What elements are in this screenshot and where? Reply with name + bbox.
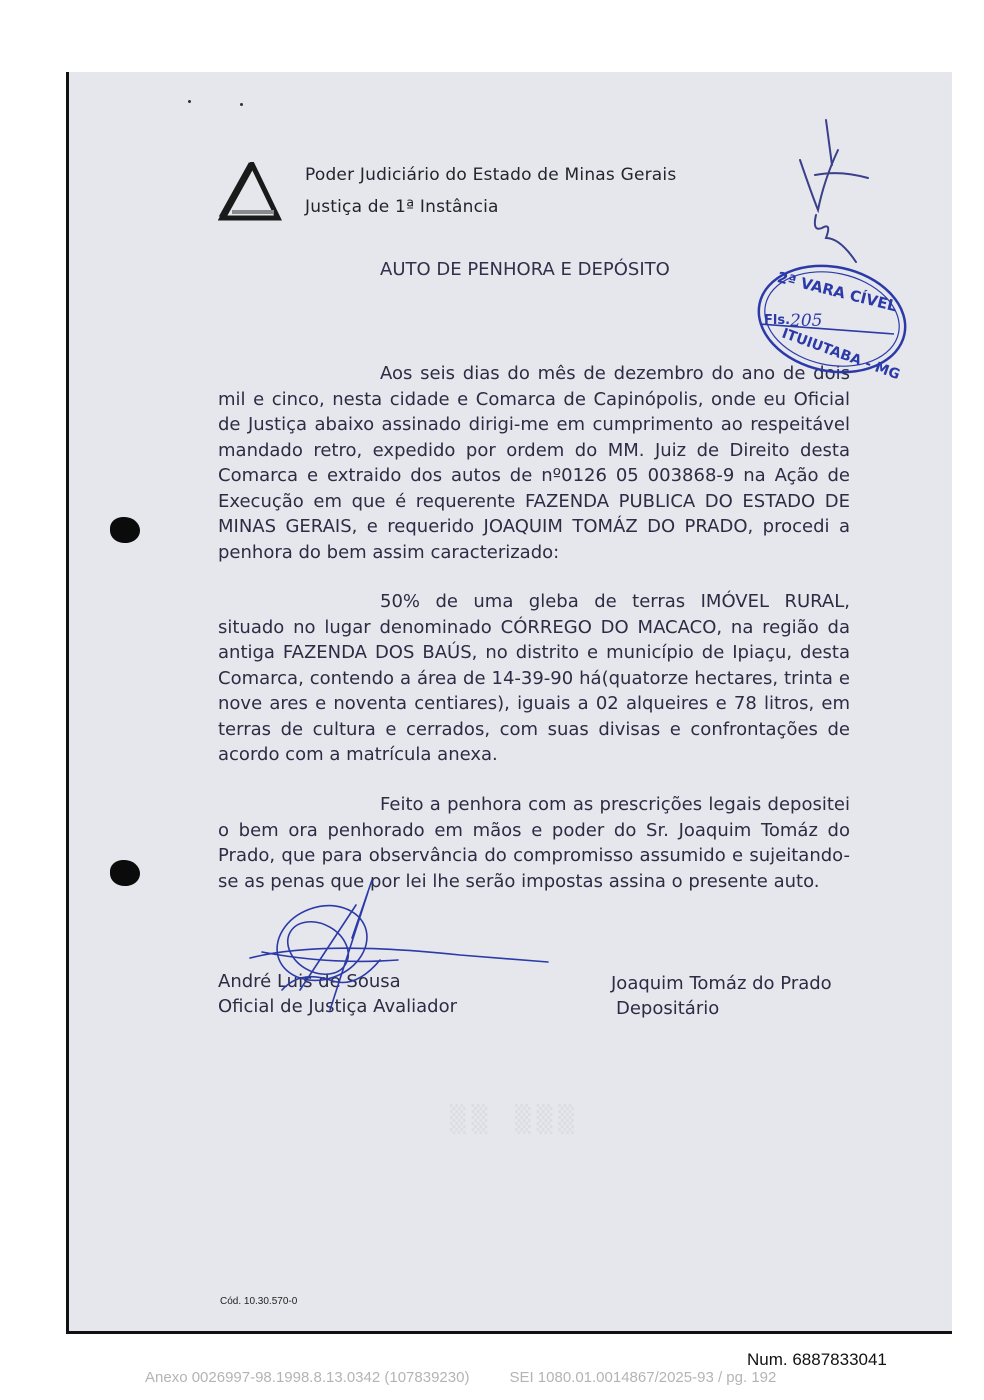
- header-instance: Justiça de 1ª Instância: [305, 197, 499, 217]
- punch-hole-top: [110, 517, 140, 543]
- footer-sei: SEI 1080.01.0014867/2025-93 / pg. 192: [509, 1369, 777, 1386]
- signature-block-depositary: [611, 971, 832, 1021]
- scan-speck: [240, 103, 243, 106]
- officer-role: Oficial de Justiça Avaliador: [218, 996, 457, 1017]
- paragraph-deposit: Feito a penhora com as prescrições legais depositei o bem ora penhorado em mãos e poder do Sr. Joaquim Tomáz do Prado, que para observância do compromisso assumido e sujeitando-se as penas que por lei lhe serão impostas assina o presente auto.: [218, 794, 850, 892]
- officer-name: André Luis de Sousa: [218, 971, 401, 992]
- document-number: Num. 6887833041: [747, 1350, 887, 1369]
- paragraph-opening: Aos seis dias do mês de dezembro do ano de dois mil e cinco, nesta cidade e Comarca de Capinópolis, onde eu Oficial de Justiça abaixo assinado dirigi-me em cumprimento ao respeitável mandado retro, expedido por ordem do MM. Juiz de Direito desta Comarca e extraido dos autos de nº0126 05 003868-9 na Ação de Execução em que é requerente FAZENDA PUBLICA DO ESTADO DE MINAS GERAIS, e requerido JOAQUIM TOMÁZ DO PRADO, procedi a penhora do bem assim caracterizado:: [218, 363, 850, 563]
- stamp-fls-value: 205: [790, 311, 823, 331]
- document-title: AUTO DE PENHORA E DEPÓSITO: [380, 259, 670, 280]
- depositary-role: Depositário: [616, 998, 720, 1019]
- bleed-through-mark: ▒▒ ▒▒▒: [450, 1105, 580, 1135]
- footer-annex: Anexo 0026997-98.1998.8.13.0342 (107839230): [145, 1369, 470, 1386]
- depositary-name: Joaquim Tomáz do Prado: [611, 973, 832, 994]
- signature-block-officer: [218, 969, 457, 1019]
- stamp-bottom-text: ITUIUTABA - MG: [779, 325, 903, 384]
- punch-hole-bottom: [110, 860, 140, 886]
- paragraph-property: 50% de uma gleba de terras IMÓVEL RURAL, situado no lugar denominado CÓRREGO DO MACACO, na região da antiga FAZENDA DOS BAÚS, no distrito e município de Ipiaçu, desta Comarca, contendo a área de 14-39-90 há(quatorze hectares, trinta e nove ares e noventa centiares), iguais a 02 alqueires e 78 litros, em terras de cultura e cerrados, com suas divisas e confrontações de acordo com a matrícula anexa.: [218, 591, 850, 765]
- stamp-fls-label: Fls.: [764, 313, 791, 328]
- form-code: Cód. 10.30.570-0: [220, 1296, 298, 1307]
- scan-speck: [188, 100, 191, 103]
- header-court-name: Poder Judiciário do Estado de Minas Gerais: [305, 165, 677, 185]
- stamp-top-text: 2ª VARA CÍVEL: [775, 268, 899, 316]
- judiciary-triangle-logo-icon: [218, 162, 282, 224]
- footer: [145, 1369, 776, 1386]
